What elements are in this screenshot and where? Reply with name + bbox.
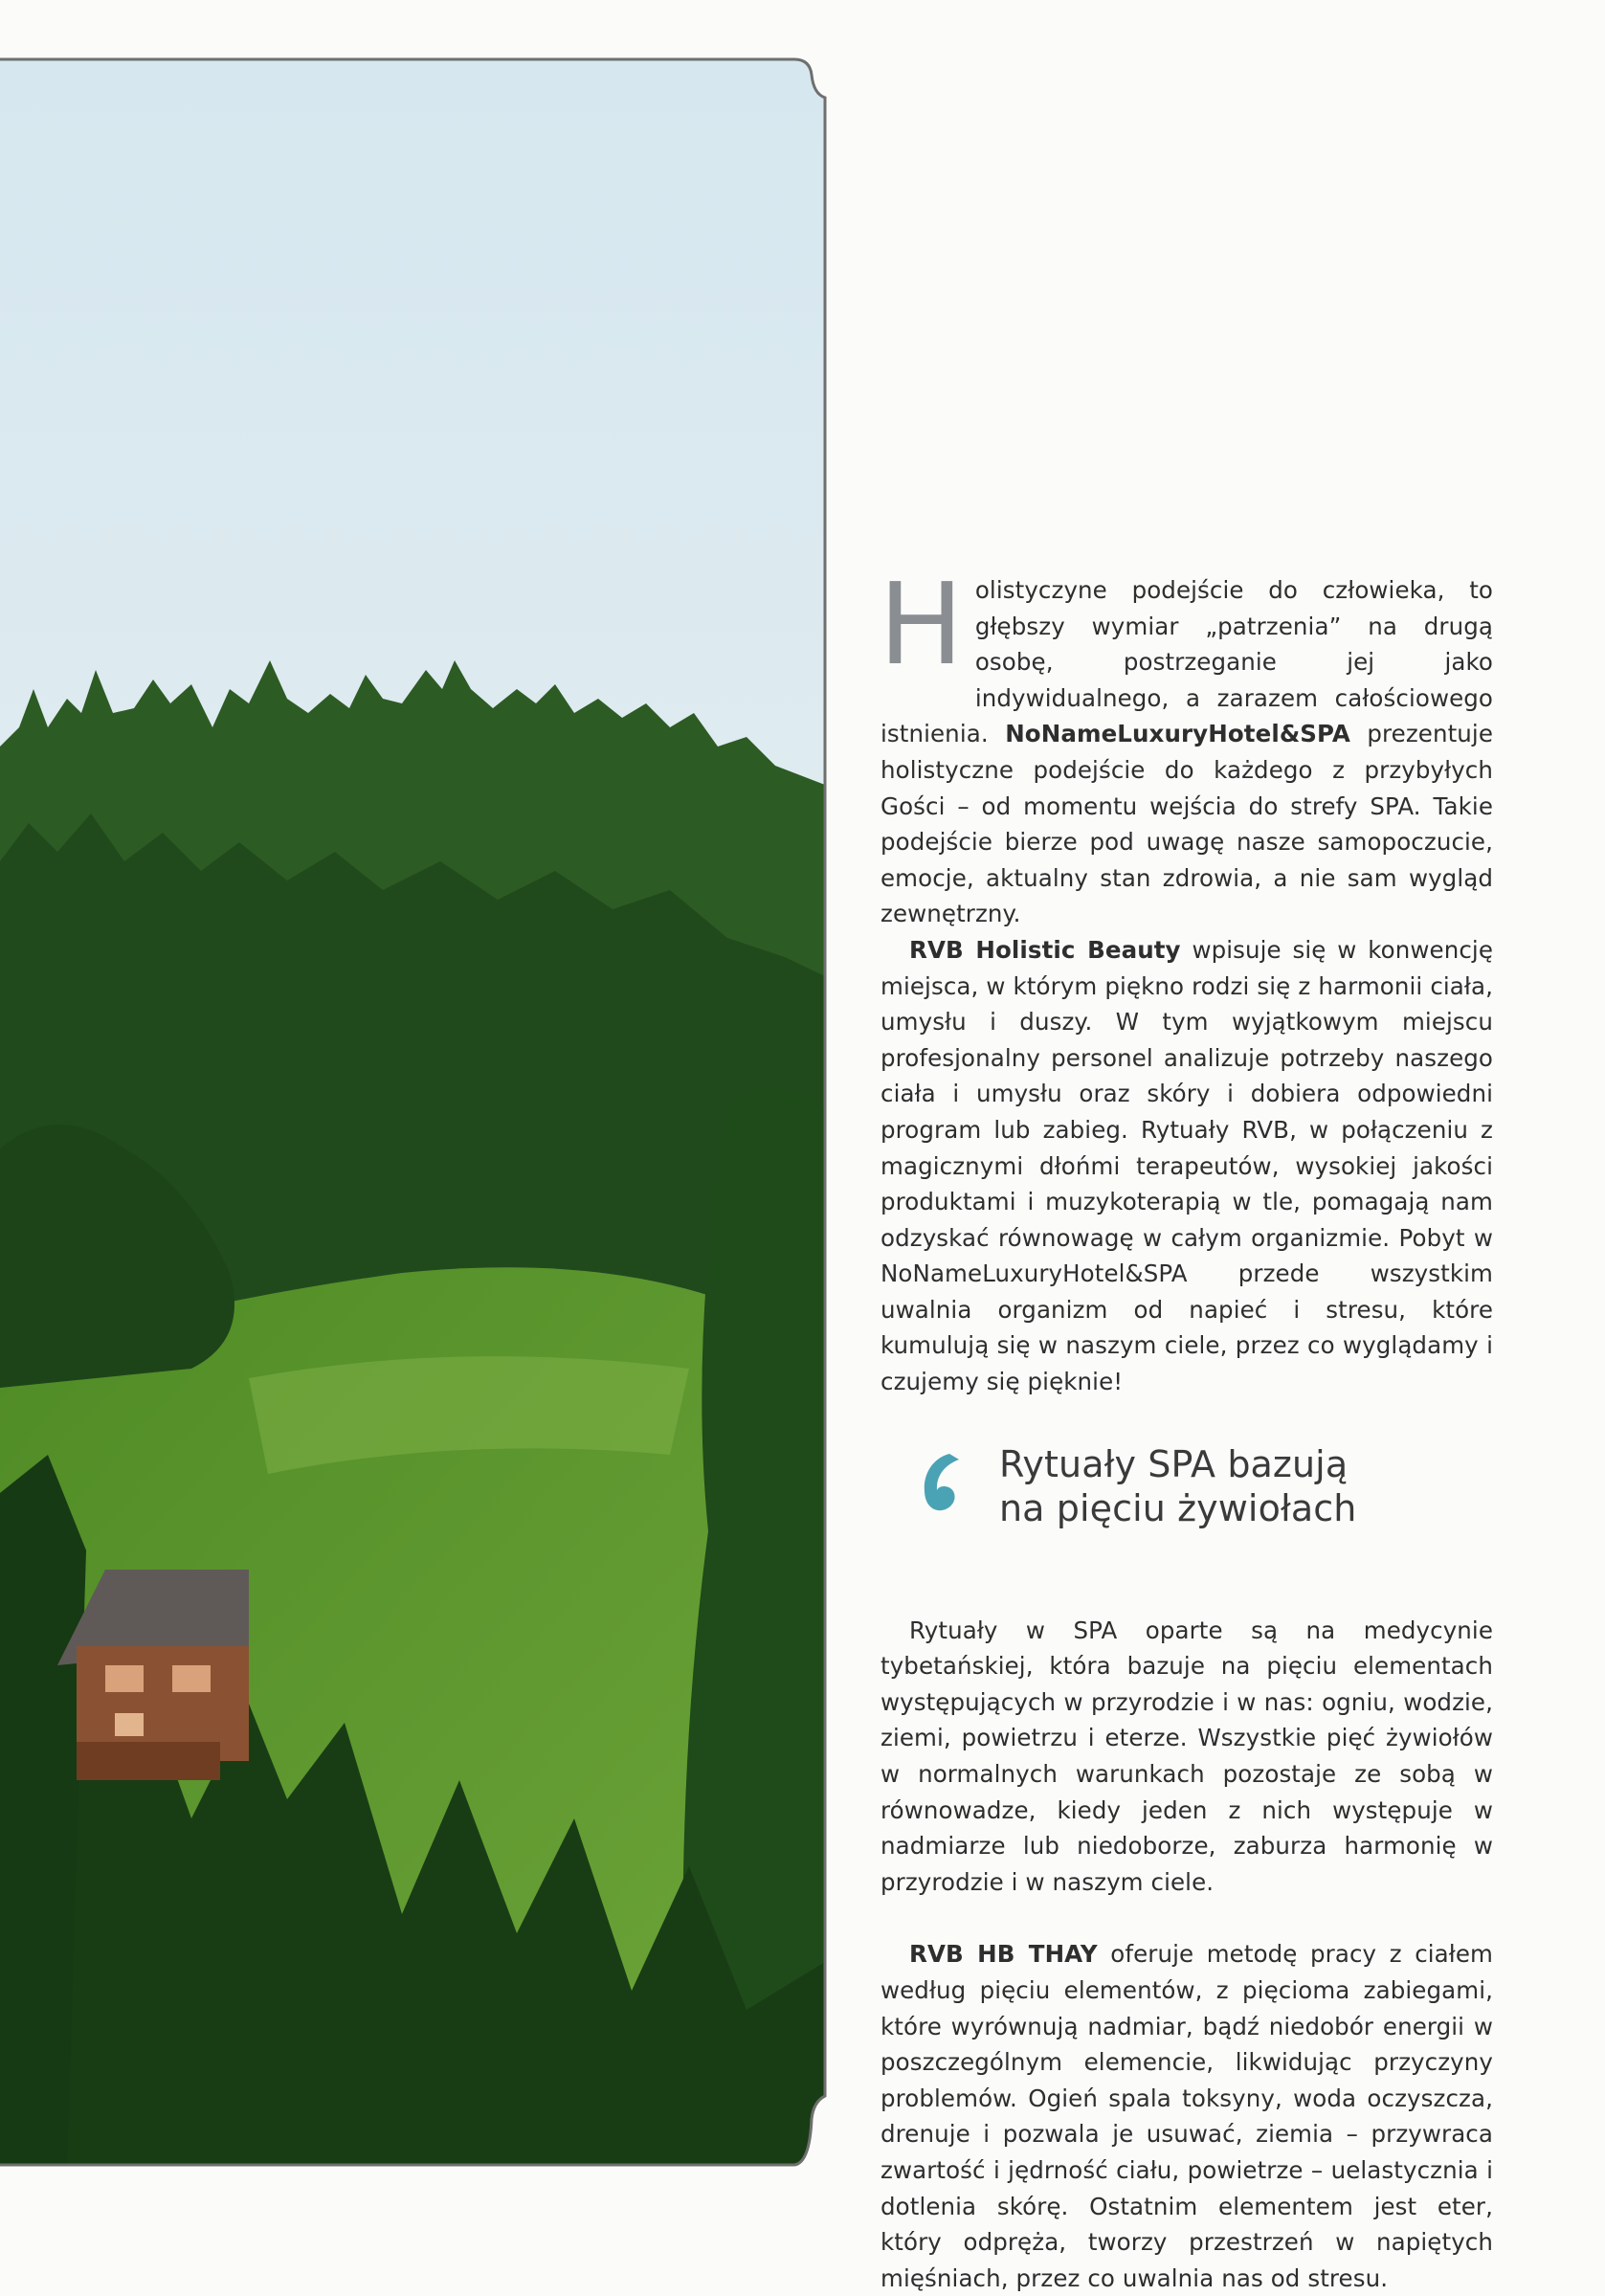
rvb-brand: RVB Holistic Beauty [909,935,1181,964]
rvb-paragraph [881,932,1493,1400]
intro-text-b: prezentuje holistyczne podejście do każdego z przybyłych Gości – od momentu wejścia do strefy SPA. Takie podejście bierze pod uwagę nasze samopoczucie, emocje, aktualny stan zdrowia, a nie sam wygląd zewnętrzny. [881,720,1493,928]
thay-text: oferuje metodę pracy z ciałem według pięciu elementów, z pięcioma zabiegami, które wyrównują nadmiar, bądź niedobór energii w poszczególnym elemencie, likwidując przyczyny problemów. Ogień spala toksyny, woda oczyszcza, drenuje i pozwala je usuwać, ziemia – przywraca zwartość i jędrność ciału, powietrze – uelastycznia i dotlenia skórę. Ostatnim elementem jest eter, który odpręża, tworzy przestrzeń w napiętych mięśniach, przez co uwalnia nas od stresu. [881,1940,1493,2292]
thay-paragraph [881,1936,1493,2296]
quote-mark-icon [921,1450,967,1530]
pullquote [921,1442,1493,1538]
pullquote-text [999,1442,1356,1530]
thay-brand: RVB HB THAY [909,1940,1098,1969]
drop-cap: H [879,558,964,690]
rvb-text: wpisuje się w konwencję miejsca, w którym piękno rodzi się z harmonii ciała, umysłu i duszy. W tym wyjątkowym miejscu profesjonalny personel analizuje potrzeby naszego ciała i umysłu oraz skóry i dobiera odpowiedni program lub zabieg. Rytuały RVB, w połączeniu z magicznymi dłońmi terapeutów, wysokiej jakości produktami i muzykoterapią w tle, pomagają nam odzyskać równowagę w całym organizmie. Pobyt w NoNameLuxuryHotel&SPA przede wszystkim uwalnia organizm od napieć i stresu, które kumulują się w naszym ciele, przez co wyglądamy i czujemy się pięknie! [881,935,1493,1396]
article-column [879,558,1493,2296]
hotel-name: NoNameLuxuryHotel&SPA [1005,720,1350,748]
pullquote-line-1: Rytuały SPA bazują [999,1442,1349,1485]
intro-paragraph [879,558,1493,932]
intro-text-a: olistyczyne podejście do człowieka, to głębszy wymiar „patrzenia” na drugą osobę, postrzeganie jej jako indywidualnego, a zarazem całościowego istnienia. [881,576,1493,748]
pullquote-line-2: na pięciu żywiołach [999,1486,1357,1529]
tibetan-paragraph: Rytuały w SPA oparte są na medycynie tybetańskiej, która bazuje na pięciu elementach występujących w przyrodzie i w nas: ogniu, wodzie, ziemi, powietrzu i eterze. Wszystkie pięć żywiołów w normalnych warunkach pozostaje ze sobą w równowadze, kiedy jeden z nich występuje w nadmiarze lub niedoborze, zaburza harmonię w przyrodzie i w naszym ciele. [881,1616,1493,1896]
